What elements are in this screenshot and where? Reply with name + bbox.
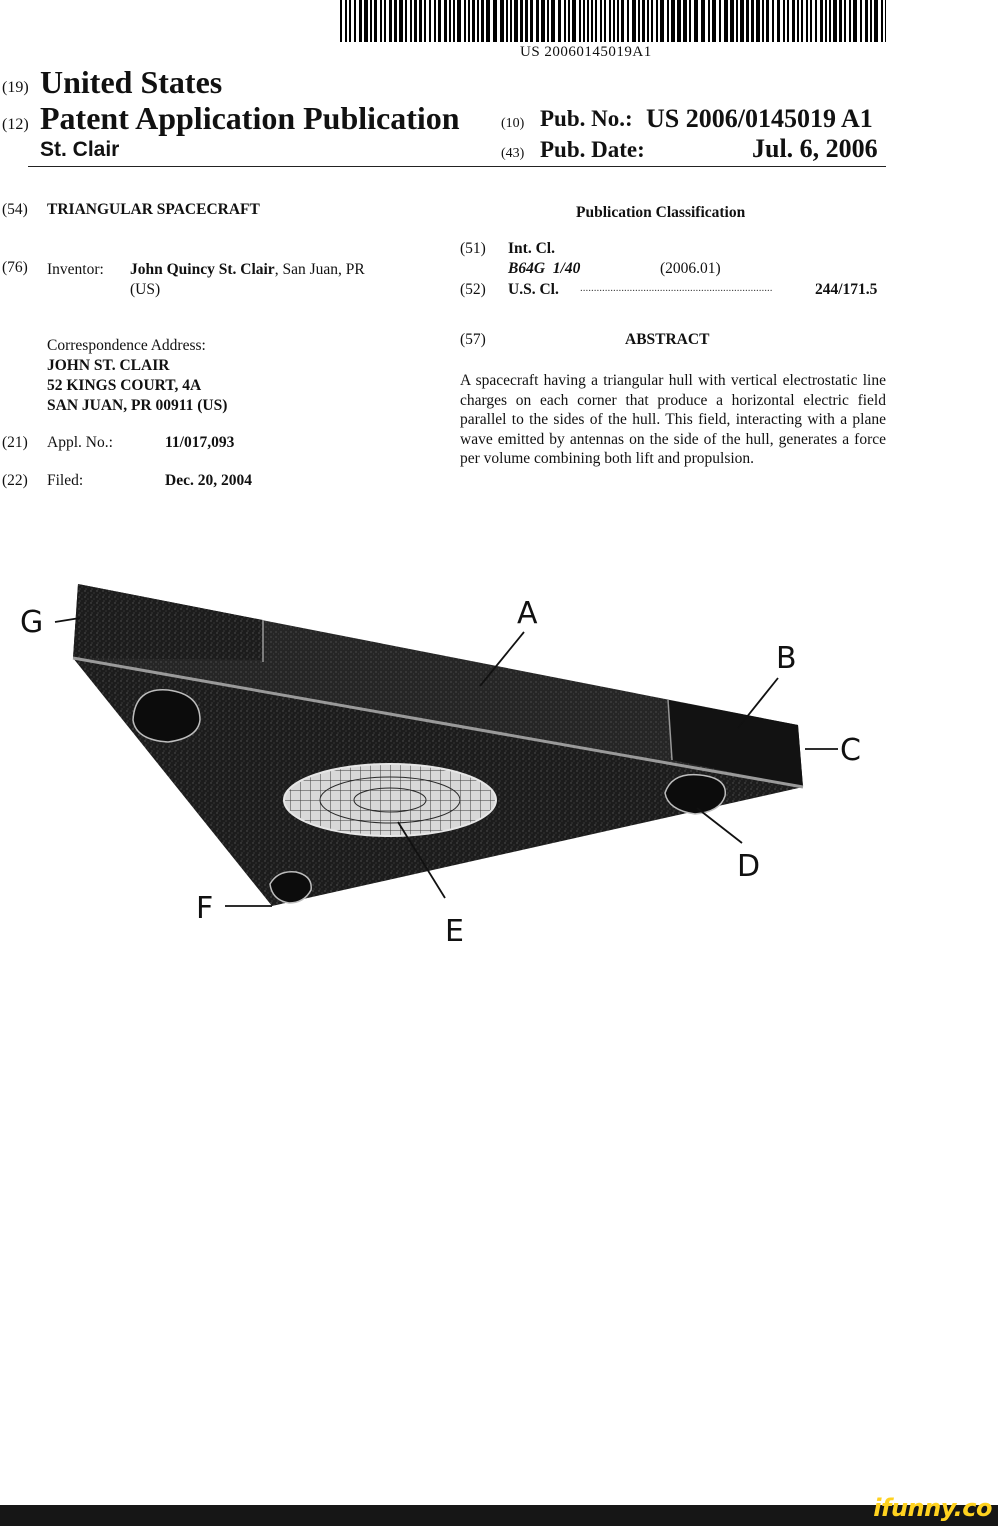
appl-number: 11/017,093 (165, 434, 235, 451)
pub-number: US 2006/0145019 A1 (646, 104, 873, 133)
pub-no-label: Pub. No.: (540, 106, 633, 131)
code-19: (19) (2, 79, 29, 96)
us-cl-label: U.S. Cl. (508, 281, 559, 298)
code-51: (51) (460, 240, 486, 257)
label-d: D (737, 849, 761, 884)
inventor-location: , San Juan, PR (274, 261, 365, 278)
code-57: (57) (460, 331, 486, 348)
us-cl-value: 244/171.5 (815, 281, 878, 298)
int-cl-code: B64G 1/40 (508, 260, 581, 277)
footer-bar (0, 1505, 998, 1526)
label-b: B (776, 641, 797, 676)
correspondence-name: JOHN ST. CLAIR (47, 357, 170, 374)
inventor-line (130, 260, 365, 280)
appl-no-label: Appl. No.: (47, 434, 113, 451)
label-g: G (20, 605, 44, 640)
filed-date: Dec. 20, 2004 (165, 472, 252, 489)
filed-label: Filed: (47, 472, 84, 489)
code-22: (22) (2, 472, 28, 489)
document-type-heading: Patent Application Publication (40, 100, 460, 136)
barcode (340, 0, 886, 42)
int-cl-label: Int. Cl. (508, 240, 555, 257)
pub-date: Jul. 6, 2006 (752, 134, 878, 163)
invention-title: TRIANGULAR SPACECRAFT (47, 201, 260, 218)
label-e: E (445, 914, 464, 949)
code-12: (12) (2, 116, 29, 133)
header-divider (28, 166, 886, 167)
correspondence-label: Correspondence Address: (47, 337, 206, 354)
code-54: (54) (2, 201, 28, 218)
code-76: (76) (2, 259, 28, 276)
us-cl-leader: ...................................................................... (580, 282, 773, 294)
hull-top-panel (73, 584, 263, 660)
int-cl-year: (2006.01) (660, 260, 721, 277)
inventor-short-name: St. Clair (40, 138, 120, 161)
label-c: C (840, 733, 861, 768)
code-52: (52) (460, 281, 486, 298)
spacecraft-figure (0, 560, 998, 960)
inventor-label: Inventor: (47, 261, 104, 278)
code-43: (43) (501, 146, 525, 161)
country-heading: United States (40, 64, 223, 100)
ifunny-watermark-logo: ifunny.co (873, 1494, 992, 1522)
label-a: A (517, 596, 538, 631)
pub-date-label: Pub. Date: (540, 137, 645, 162)
inventor-country: (US) (130, 281, 161, 298)
code-21: (21) (2, 434, 28, 451)
inventor-name: John Quincy St. Clair (130, 261, 275, 278)
correspondence-city: SAN JUAN, PR 00911 (US) (47, 397, 228, 414)
corner-dome-g (133, 690, 200, 742)
abstract-text: A spacecraft having a triangular hull with vertical electrostatic line charges on each corner that produce a horizontal electric field parallel to the sides of the hull. This field, interacting with a plane wave emitted by antennas on the side of the hull, generates a force per volume combining both lift and propulsion. (460, 372, 886, 468)
central-antenna-array (284, 764, 496, 836)
barcode-number: US 20060145019A1 (520, 44, 652, 60)
label-f: F (196, 891, 214, 926)
publication-classification-heading: Publication Classification (576, 204, 746, 221)
code-10: (10) (501, 116, 525, 131)
abstract-heading: ABSTRACT (625, 331, 710, 348)
correspondence-street: 52 KINGS COURT, 4A (47, 377, 202, 394)
